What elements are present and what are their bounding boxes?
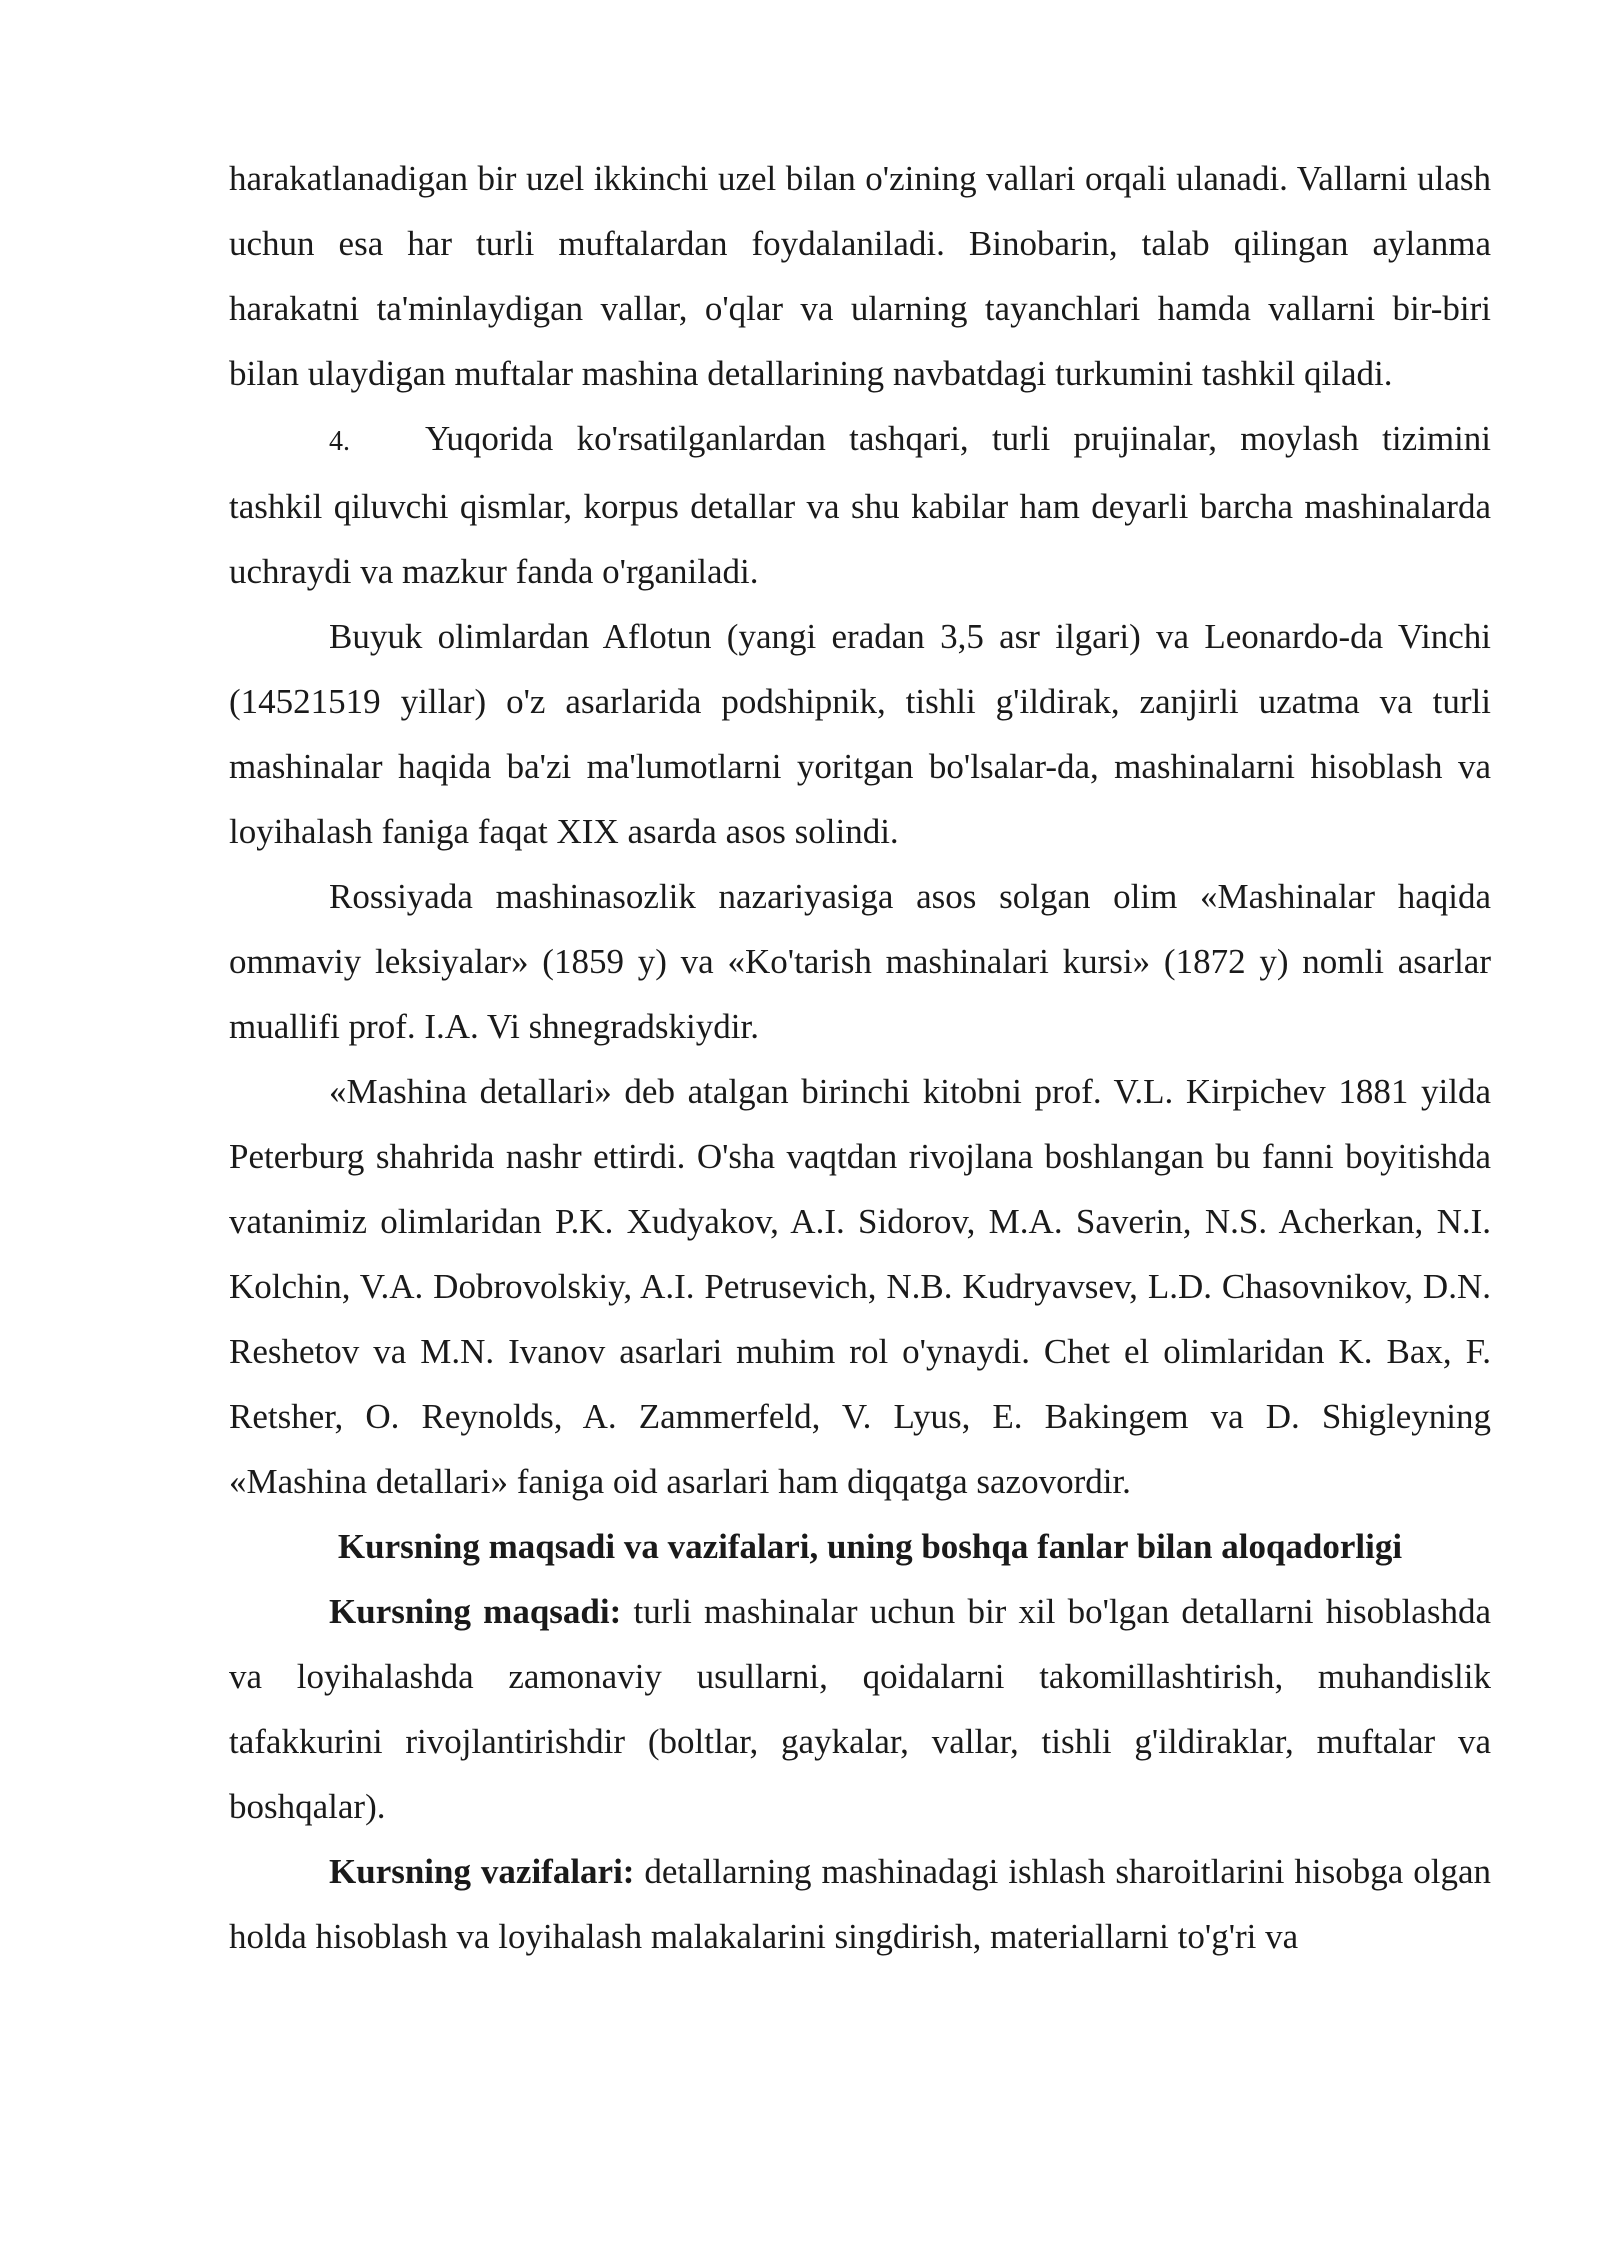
paragraph-russia: Rossiyada mashinasozlik nazariyasiga asos solgan olim «Mashinalar haqida ommaviy leksiyalar» (1859 y) va «Ko'tarish mashinalari kursi» (1872 y) nomli asarlar muallifi prof. I.A. Vi shnegradskiydir.: [229, 877, 1491, 1046]
paragraph-goal: [229, 1579, 1491, 1839]
tasks-text: detallarning mashinadagi ishlash sharoitlarini hisobga olgan holda hisoblash va loyihalash malakalarini singdirish, materiallarni to'g'ri va: [229, 1852, 1491, 1956]
goal-label: Kursning maqsadi:: [329, 1592, 622, 1631]
paragraph-continuation: harakatlanadigan bir uzel ikkinchi uzel bilan o'zining vallari orqali ulanadi. Vallarni ulash uchun esa har turli muftalardan foydalaniladi. Binobarin, talab qilingan aylanma harakatni ta'minlaydigan vallar, o'qlar va ularning tayanchlari hamda vallarni bir-biri bilan ulaydigan muftalar mashina detallarining navbatdagi turkumini tashkil qiladi.: [229, 159, 1491, 393]
paragraph-scholars: «Mashina detallari» deb atalgan birinchi kitobni prof. V.L. Kirpichev 1881 yilda Peterburg shahrida nashr ettirdi. O'sha vaqtdan rivojlana boshlangan bu fanni boyitishda vatanimiz olimlaridan P.K. Xudyakov, A.I. Sidorov, M.A. Saverin, N.S. Acherkan, N.I. Kolchin, V.A. Dobrovolskiy, A.I. Petrusevich, N.B. Kudryavsev, L.D. Chasovnikov, D.N. Reshetov va M.N. Ivanov asarlari muhim rol o'ynaydi. Chet el olimlaridan K. Bax, F. Retsher, O. Reynolds, A. Zammerfeld, V. Lyus, E. Bakingem va D. Shigleyning «Mashina detallari» faniga oid asarlari ham diqqatga sazovordir.: [229, 1072, 1491, 1501]
section-heading: Kursning maqsadi va vazifalari, uning boshqa fanlar bilan aloqadorligi: [337, 1527, 1403, 1566]
paragraph-tasks: [229, 1839, 1491, 1969]
goal-text: turli mashinalar uchun bir xil bo'lgan detallarni hisoblashda va loyihalashda zamonaviy usullarni, qoidalarni takomillashtirish, muhandislik tafakkurini rivojlantirishdir (boltlar, gaykalar, vallar, tishli g'ildiraklar, muftalar va boshqalar).: [229, 1592, 1491, 1826]
numbered-paragraph-text: Yuqorida ko'rsatilganlardan tashqari, turli prujinalar, moylash tizimini tashkil qiluvchi qismlar, korpus detallar va shu kabilar ham deyarli barcha mashinalarda uchraydi va mazkur fanda o'rganiladi.: [229, 419, 1491, 591]
paragraph-history: Buyuk olimlardan Aflotun (yangi eradan 3,5 asr ilgari) va Leonardo-da Vinchi (14521519 yillar) o'z asarlarida podshipnik, tishli g'ildirak, zanjirli uzatma va turli mashinalar haqida ba'zi ma'lumotlarni yoritgan bo'lsalar-da, mashinalarni hisoblash va loyihalash faniga faqat XIX asarda asos solindi.: [229, 617, 1491, 851]
list-number: 4.: [329, 426, 350, 457]
numbered-paragraph: [229, 406, 1491, 604]
tasks-label: Kursning vazifalari:: [329, 1852, 635, 1891]
document-body: [229, 146, 1491, 1969]
